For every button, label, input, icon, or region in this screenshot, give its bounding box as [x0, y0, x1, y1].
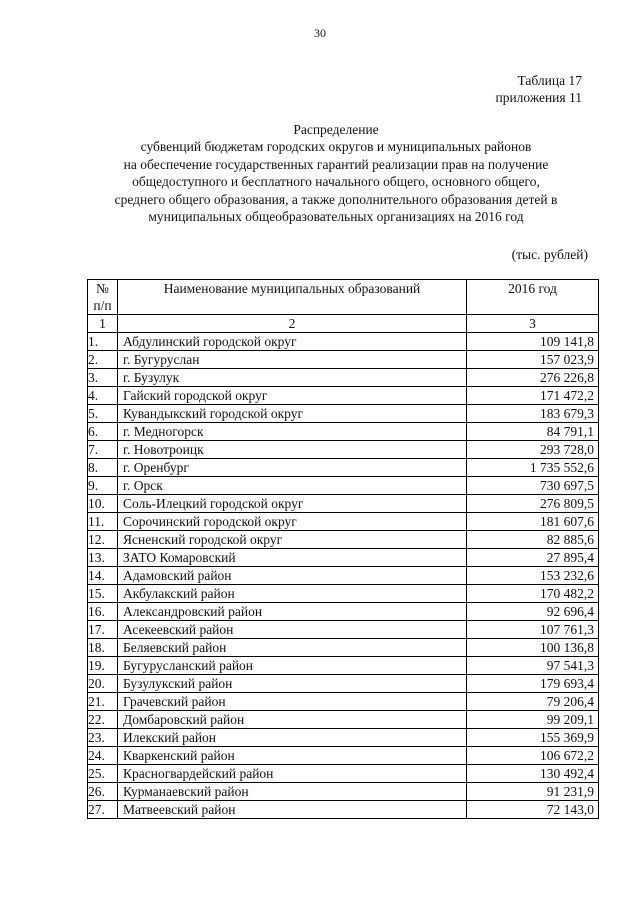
row-value: 179 693,4	[467, 675, 599, 693]
table-label	[495, 72, 582, 106]
row-value: 100 136,8	[467, 639, 599, 657]
table-header-row	[88, 280, 599, 315]
row-value: 153 232,6	[467, 567, 599, 585]
row-number: 15.	[88, 585, 118, 603]
row-number: 22.	[88, 711, 118, 729]
row-name: ЗАТО Комаровский	[118, 549, 467, 567]
table-row	[88, 531, 599, 549]
row-number: 19.	[88, 657, 118, 675]
row-name: г. Новотроицк	[118, 441, 467, 459]
row-number: 26.	[88, 783, 118, 801]
row-name: Гайский городской округ	[118, 387, 467, 405]
table-row	[88, 783, 599, 801]
row-number: 5.	[88, 405, 118, 423]
row-name: Домбаровский район	[118, 711, 467, 729]
header-number-line1: №	[96, 281, 109, 296]
index-cell: 2	[118, 315, 467, 333]
row-number: 10.	[88, 495, 118, 513]
row-number: 2.	[88, 351, 118, 369]
row-value: 72 143,0	[467, 801, 599, 819]
row-name: Асекеевский район	[118, 621, 467, 639]
table-row	[88, 729, 599, 747]
row-name: Абдулинский городской округ	[118, 333, 467, 351]
row-value: 109 141,8	[467, 333, 599, 351]
table-row	[88, 387, 599, 405]
heading-line: среднего общего образования, а также дополнительного образования детей в	[114, 191, 558, 207]
table-row	[88, 369, 599, 387]
table-row	[88, 585, 599, 603]
table-row	[88, 441, 599, 459]
table-row	[88, 747, 599, 765]
table-row	[88, 801, 599, 819]
row-number: 17.	[88, 621, 118, 639]
table-row	[88, 513, 599, 531]
index-cell: 3	[467, 315, 599, 333]
page-number: 30	[314, 26, 326, 40]
heading-line: субвенций бюджетам городских округов и муниципальных районов	[140, 139, 532, 155]
heading-line: муниципальных общеобразовательных организациях на 2016 год	[148, 209, 524, 225]
row-name: Адамовский район	[118, 567, 467, 585]
table-row	[88, 765, 599, 783]
row-value: 276 226,8	[467, 369, 599, 387]
row-value: 82 885,6	[467, 531, 599, 549]
row-value: 276 809,5	[467, 495, 599, 513]
row-name: г. Бугуруслан	[118, 351, 467, 369]
row-number: 23.	[88, 729, 118, 747]
row-value: 1 735 552,6	[467, 459, 599, 477]
row-value: 130 492,4	[467, 765, 599, 783]
table-index-row	[88, 315, 599, 333]
row-name: Соль-Илецкий городской округ	[118, 495, 467, 513]
row-number: 24.	[88, 747, 118, 765]
row-value: 27 895,4	[467, 549, 599, 567]
row-value: 157 023,9	[467, 351, 599, 369]
table-row	[88, 603, 599, 621]
row-name: Курманаевский район	[118, 783, 467, 801]
row-value: 293 728,0	[467, 441, 599, 459]
table-label-line2: приложения 11	[495, 90, 582, 105]
row-value: 91 231,9	[467, 783, 599, 801]
row-number: 16.	[88, 603, 118, 621]
document-heading	[60, 121, 612, 225]
row-number: 8.	[88, 459, 118, 477]
row-value: 107 761,3	[467, 621, 599, 639]
heading-line: общедоступного и бесплатного начального общего, основного общего,	[132, 174, 540, 190]
header-value: 2016 год	[467, 280, 599, 315]
row-name: г. Орск	[118, 477, 467, 495]
row-number: 3.	[88, 369, 118, 387]
units-note: (тыс. рублей)	[511, 247, 588, 262]
table-row	[88, 351, 599, 369]
table-row	[88, 711, 599, 729]
row-name: г. Медногорск	[118, 423, 467, 441]
table-row	[88, 657, 599, 675]
row-name: Илекский район	[118, 729, 467, 747]
table-row	[88, 675, 599, 693]
row-number: 6.	[88, 423, 118, 441]
table-row	[88, 639, 599, 657]
row-name: Кваркенский район	[118, 747, 467, 765]
row-name: Матвеевский район	[118, 801, 467, 819]
row-name: Беляевский район	[118, 639, 467, 657]
row-name: Акбулакский район	[118, 585, 467, 603]
row-value: 79 206,4	[467, 693, 599, 711]
row-name: Бугурусланский район	[118, 657, 467, 675]
row-value: 84 791,1	[467, 423, 599, 441]
row-value: 106 672,2	[467, 747, 599, 765]
row-value: 183 679,3	[467, 405, 599, 423]
row-value: 99 209,1	[467, 711, 599, 729]
row-name: Кувандыкский городской округ	[118, 405, 467, 423]
row-number: 25.	[88, 765, 118, 783]
row-number: 4.	[88, 387, 118, 405]
table-row	[88, 693, 599, 711]
row-name: Бузулукский район	[118, 675, 467, 693]
row-value: 181 607,6	[467, 513, 599, 531]
table-row	[88, 459, 599, 477]
row-number: 9.	[88, 477, 118, 495]
row-value: 170 482,2	[467, 585, 599, 603]
row-number: 18.	[88, 639, 118, 657]
row-number: 27.	[88, 801, 118, 819]
row-number: 7.	[88, 441, 118, 459]
index-cell: 1	[88, 315, 118, 333]
row-value: 97 541,3	[467, 657, 599, 675]
row-name: Ясненский городской округ	[118, 531, 467, 549]
row-value: 171 472,2	[467, 387, 599, 405]
row-number: 21.	[88, 693, 118, 711]
table-row	[88, 621, 599, 639]
heading-line: на обеспечение государственных гарантий реализации прав на получение	[123, 156, 549, 172]
row-value: 730 697,5	[467, 477, 599, 495]
header-name: Наименование муниципальных образований	[118, 280, 467, 315]
table-label-line1: Таблица 17	[517, 73, 582, 88]
row-number: 13.	[88, 549, 118, 567]
row-value: 155 369,9	[467, 729, 599, 747]
row-name: Александровский район	[118, 603, 467, 621]
row-name: Сорочинский городской округ	[118, 513, 467, 531]
row-number: 11.	[88, 513, 118, 531]
row-value: 92 696,4	[467, 603, 599, 621]
table-row	[88, 567, 599, 585]
heading-title: Распределение	[293, 122, 379, 137]
table-row	[88, 333, 599, 351]
table-row	[88, 477, 599, 495]
row-name: г. Бузулук	[118, 369, 467, 387]
row-number: 20.	[88, 675, 118, 693]
table-row	[88, 549, 599, 567]
row-name: г. Оренбург	[118, 459, 467, 477]
row-number: 12.	[88, 531, 118, 549]
row-number: 14.	[88, 567, 118, 585]
table-row	[88, 423, 599, 441]
header-number-line2: п/п	[93, 298, 112, 313]
row-name: Красногвардейский район	[118, 765, 467, 783]
table-row	[88, 495, 599, 513]
row-number: 1.	[88, 333, 118, 351]
header-number	[88, 280, 118, 315]
row-name: Грачевский район	[118, 693, 467, 711]
table-row	[88, 405, 599, 423]
subvention-table	[87, 279, 599, 819]
